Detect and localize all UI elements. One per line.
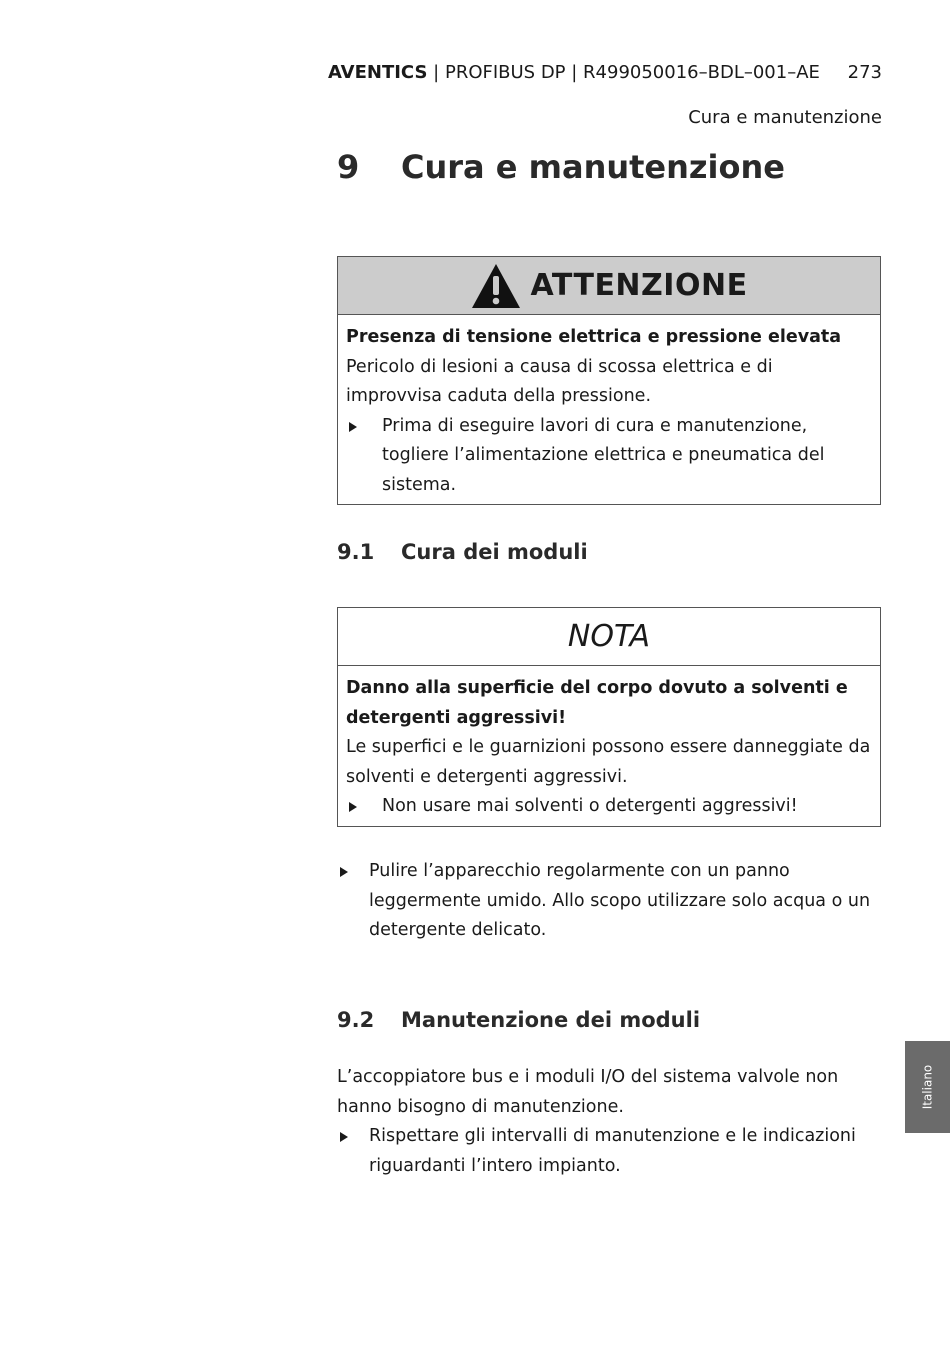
page-header (328, 62, 882, 83)
list-item: Rispettare gli intervalli di manutenzione e le indicazioni riguardanti l’intero impianto. (337, 1122, 885, 1181)
section-heading-9-2 (337, 1008, 700, 1032)
chapter-number: 9 (337, 148, 360, 186)
warning-heading: Presenza di tensione elettrica e pressione elevata (346, 327, 842, 347)
note-body (338, 666, 880, 826)
section-title: Manutenzione dei moduli (401, 1008, 701, 1032)
page-number: 273 (847, 62, 882, 83)
brand-name: AVENTICS (327, 62, 428, 83)
note-heading: Danno alla superficie del corpo dovuto a solventi e detergenti aggressivi! (346, 678, 848, 728)
warning-box (337, 256, 881, 505)
section-title: Cura dei moduli (401, 540, 588, 564)
warning-header (338, 257, 880, 315)
chapter-title: Cura e manutenzione (401, 148, 785, 186)
list-item: Pulire l’apparecchio regolarmente con un panno leggermente umido. Allo scopo utilizzare solo acqua o un detergente delicato. (337, 857, 885, 946)
document-id: | PROFIBUS DP | R499050016–BDL–001–AE (433, 62, 820, 83)
note-label: NOTA (567, 619, 651, 654)
note-box (337, 607, 881, 827)
cleaning-instructions (337, 857, 885, 946)
language-tab[interactable] (905, 1041, 950, 1133)
chapter-heading (337, 148, 785, 186)
section-number: 9.2 (337, 1008, 375, 1032)
note-bullet: Non usare mai solventi o detergenti aggressivi! (346, 792, 872, 822)
warning-text: Pericolo di lesioni a causa di scossa elettrica e di improvvisa caduta della pressione. (346, 356, 773, 406)
warning-label: ATTENZIONE (530, 268, 748, 303)
maintenance-text (337, 1063, 885, 1181)
language-tab-label: Italiano (920, 1064, 935, 1110)
warning-bullet: Prima di eseguire lavori di cura e manutenzione, togliere l’alimentazione elettrica e pneumatica del sistema. (346, 412, 872, 501)
running-section-title: Cura e manutenzione (688, 107, 882, 128)
warning-body (338, 315, 880, 504)
note-text: Le superfici e le guarnizioni possono essere danneggiate da solventi e detergenti aggressivi. (346, 737, 871, 787)
section-heading-9-1 (337, 540, 588, 564)
warning-triangle-icon (470, 262, 522, 310)
section-number: 9.1 (337, 540, 375, 564)
note-header (338, 608, 880, 666)
paragraph: L’accoppiatore bus e i moduli I/O del sistema valvole non hanno bisogno di manutenzione. (337, 1067, 839, 1117)
